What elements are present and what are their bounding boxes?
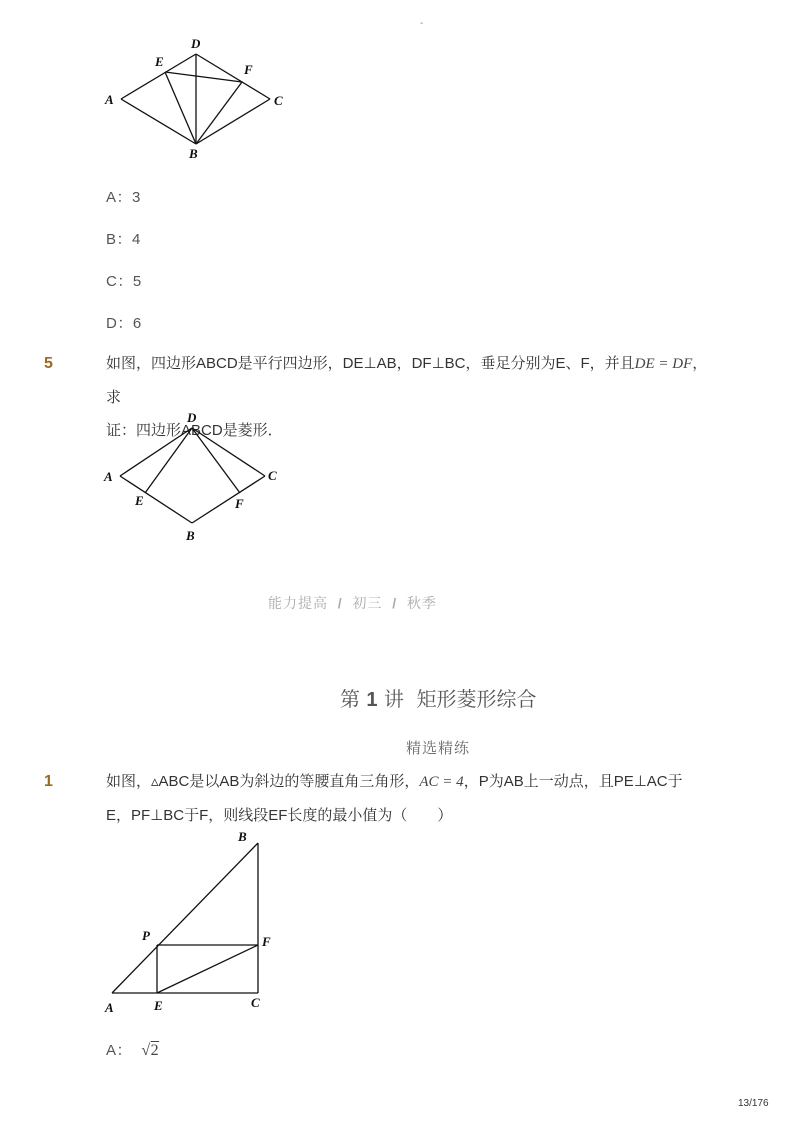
q4-segment-fb bbox=[196, 82, 242, 144]
q4-option-b[interactable]: B：4 bbox=[106, 231, 141, 248]
q5-label-c: C bbox=[268, 468, 277, 483]
q1-segment-ef bbox=[157, 945, 258, 993]
q1-label-e: E bbox=[154, 998, 163, 1013]
q1-label-b: B bbox=[238, 829, 247, 844]
lecture-title: 第 1 讲 矩形菱形综合 bbox=[340, 687, 537, 711]
q5-label-f: F bbox=[235, 496, 244, 511]
q5-side-bc bbox=[192, 476, 265, 523]
option-label: A bbox=[106, 189, 117, 206]
section-title: 精选精练 bbox=[406, 739, 471, 757]
q1-label-f: F bbox=[262, 934, 271, 949]
q1-label-c: C bbox=[251, 995, 260, 1010]
q4-side-bc bbox=[196, 99, 270, 144]
q5-figure bbox=[100, 408, 300, 546]
q5-side-ab bbox=[120, 476, 192, 523]
option-label: D bbox=[106, 315, 118, 332]
q5-math: DE = DF bbox=[634, 356, 693, 372]
q4-figure bbox=[100, 32, 300, 167]
q4-label-c: C bbox=[274, 93, 283, 108]
course-band: 能力提高 / 初三 / 秋季 bbox=[268, 595, 437, 611]
q4-label-f: F bbox=[244, 62, 253, 77]
q1-text: 如图，▵ABC是以AB为斜边的等腰直角三角形，AC = 4，P为AB上一动点，且PE⊥AC于 E，PF⊥BC于F，则线段EF长度的最小值为（ ） bbox=[106, 773, 683, 824]
q4-label-b: B bbox=[189, 146, 198, 161]
q4-label-e: E bbox=[155, 54, 164, 69]
q5-label-e: E bbox=[135, 493, 144, 508]
q1-math: AC = 4 bbox=[419, 774, 464, 790]
page-number: 13/176 bbox=[738, 1098, 769, 1109]
q1-figure bbox=[100, 826, 280, 1016]
q4-segment-ef bbox=[165, 72, 242, 82]
q4-segment-eb bbox=[165, 72, 196, 144]
option-value: 5 bbox=[132, 273, 142, 290]
q4-option-a[interactable]: A：3 bbox=[106, 189, 141, 206]
q1-label-p: P bbox=[142, 928, 150, 943]
q4-side-ab bbox=[121, 99, 196, 144]
option-value: 3 bbox=[132, 189, 141, 206]
q5-segment-de bbox=[145, 428, 192, 493]
option-value: 6 bbox=[132, 315, 142, 332]
option-label: A bbox=[106, 1042, 117, 1059]
q1-side-ab bbox=[112, 843, 258, 993]
q5-side-ad bbox=[120, 428, 192, 476]
q5-side-dc bbox=[192, 428, 265, 476]
q5-number: 5 bbox=[44, 355, 53, 372]
q4-side-dc bbox=[196, 54, 270, 99]
q5-text: 如图，四边形ABCD是平行四边形，DE⊥AB，DF⊥BC，垂足分别为E、F，并且DE = DF，求 证：四边形ABCD是菱形． bbox=[106, 355, 708, 439]
q4-option-c[interactable]: C：5 bbox=[106, 273, 142, 290]
q5-label-b: B bbox=[186, 528, 195, 543]
q1-number: 1 bbox=[44, 773, 53, 790]
q5-segment-df bbox=[192, 428, 240, 493]
q4-label-a: A bbox=[105, 92, 114, 107]
q5-label-d: D bbox=[187, 410, 197, 425]
header-mark: - bbox=[420, 18, 424, 29]
option-label: B bbox=[106, 231, 117, 248]
q4-option-d[interactable]: D：6 bbox=[106, 315, 142, 332]
q5-label-a: A bbox=[104, 469, 113, 484]
option-value: 4 bbox=[132, 231, 141, 248]
q1-option-a[interactable]: A： √2 bbox=[106, 1042, 160, 1059]
q1-label-a: A bbox=[105, 1000, 114, 1015]
q4-label-d: D bbox=[191, 36, 201, 51]
option-label: C bbox=[106, 273, 118, 290]
sqrt-expression: √2 bbox=[141, 1042, 160, 1059]
